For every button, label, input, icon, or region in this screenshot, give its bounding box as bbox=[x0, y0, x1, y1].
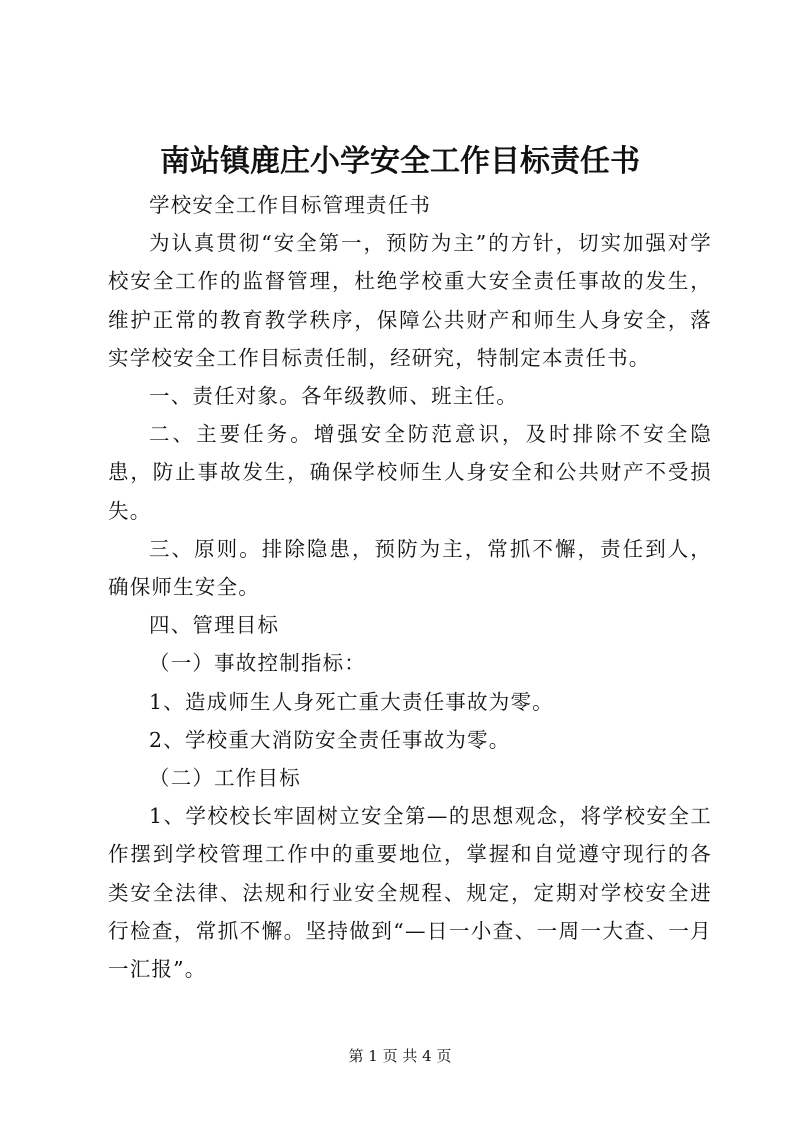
paragraph-main-tasks: 二、主要任务。增强安全防范意识，及时排除不安全隐患，防止事故发生，确保学校师生人身安全和公共财产不受损失。 bbox=[108, 422, 712, 523]
document-title: 南站镇鹿庄小学安全工作目标责任书 bbox=[160, 144, 640, 179]
page-footer: 第 1 页 共 4 页 bbox=[348, 1047, 452, 1065]
paragraph-accident-item-1: 1、造成师生人身死亡重大责任事故为零。 bbox=[149, 689, 554, 714]
document-body bbox=[108, 186, 712, 988]
paragraph-management-goals-heading: 四、管理目标 bbox=[149, 613, 280, 638]
paragraph-work-goals-heading: （二）工作目标 bbox=[149, 766, 301, 791]
paragraph-intro: 为认真贯彻“安全第一，预防为主”的方针，切实加强对学校安全工作的监督管理，杜绝学校重大安全责任事故的发生，维护正常的教育教学秩序，保障公共财产和师生人身安全，落实学校安全工作目标责任制，经研究，特制定本责任书。 bbox=[108, 231, 712, 370]
paragraph-responsible-parties: 一、责任对象。各年级教师、班主任。 bbox=[149, 384, 518, 409]
paragraph-accident-control-heading: （一）事故控制指标： bbox=[149, 651, 366, 676]
paragraph-work-goal-1: 1、学校校长牢固树立安全第—的思想观念，将学校安全工作摆到学校管理工作中的重要地位，掌握和自觉遵守现行的各类安全法律、法规和行业安全规程、规定，定期对学校安全进行检查，常抓不懈。坚持做到“—日一小查、一周一大查、一月一汇报”。 bbox=[108, 804, 712, 982]
paragraph-accident-item-2: 2、学校重大消防安全责任事故为零。 bbox=[149, 727, 511, 752]
paragraph-principles: 三、原则。排除隐患，预防为主，常抓不懈，责任到人，确保师生安全。 bbox=[108, 536, 712, 600]
paragraph-subtitle: 学校安全工作目标管理责任书 bbox=[149, 193, 432, 217]
